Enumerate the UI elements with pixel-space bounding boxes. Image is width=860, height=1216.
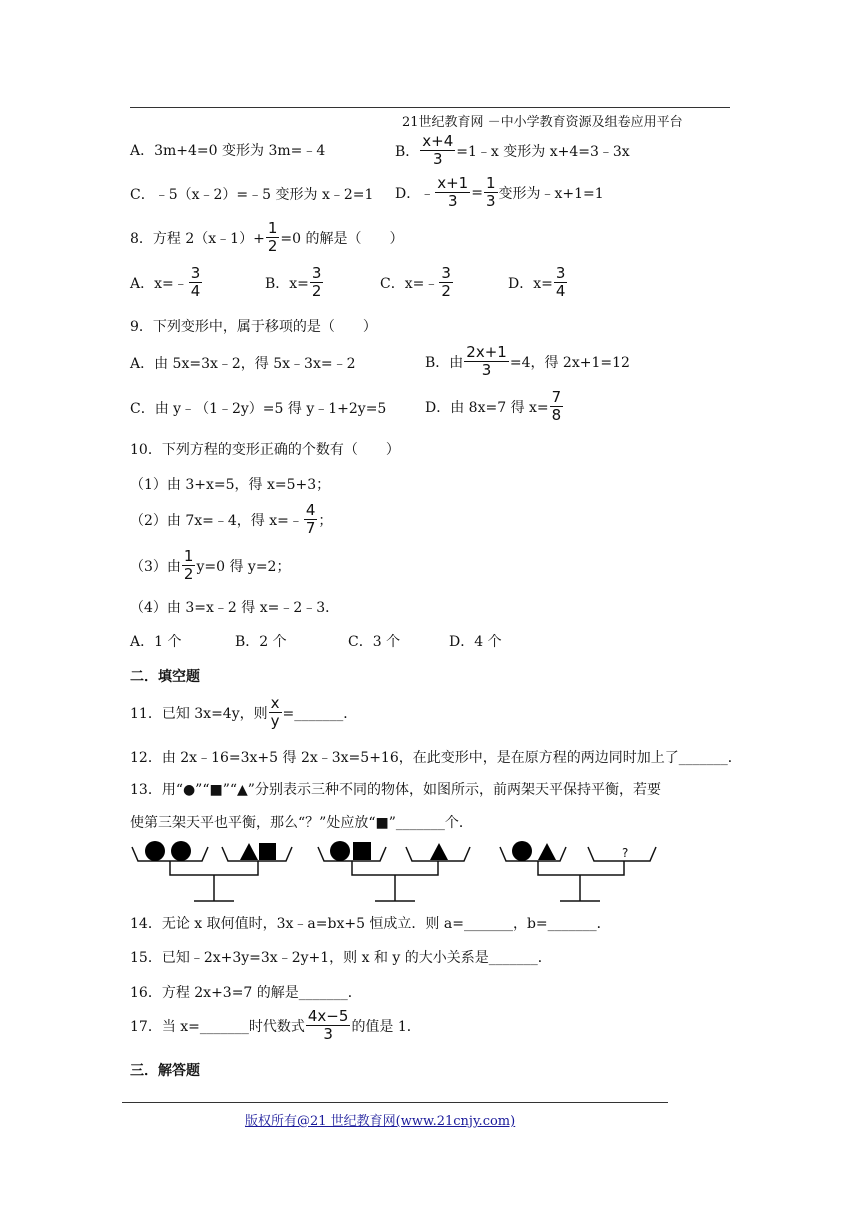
q13-line-1: 13．用“●”“■”“▲”分别表示三种不同的物体，如图所示，前两架天平保持平衡，若要: [130, 782, 661, 798]
q8-option-b: B．x= $\frac{3}{2}$: [265, 264, 322, 300]
q10-option-d: D．4 个: [449, 634, 502, 650]
q16: 16．方程 2x+3=7 的解是_______．: [130, 985, 362, 1001]
q10-option-a: A．1 个: [130, 634, 182, 650]
q13-line-2: 使第三架天平也平衡，那么“？”处应放“■”_______个．: [130, 815, 473, 831]
q10-stem: 10．下列方程的变形正确的个数有（ ）: [130, 442, 400, 458]
header-site-name: 21世纪教育网 －中小学教育资源及组卷应用平台: [402, 115, 683, 130]
circle-shape: [145, 841, 165, 861]
q14: 14．无论 x 取何值时，3x﹣a=bx+5 恒成立．则 a=_______，b=_______．: [130, 916, 611, 932]
triangle-shape: [430, 843, 448, 860]
triangle-shape: [240, 843, 258, 860]
q8-option-d: D．x= $\frac{3}{4}$: [508, 264, 566, 300]
q11: 11．已知 3x=4y，则 $\frac{x}{y}$ =_______．: [130, 694, 358, 730]
q10-option-c: C．3 个: [348, 634, 401, 650]
header-rule: [130, 107, 730, 108]
circle-shape: [330, 841, 350, 861]
square-shape: [259, 843, 276, 860]
q8-option-a: A．x=﹣ $\frac{3}{4}$: [130, 264, 201, 300]
q8-stem: 8．方程 2（x﹣1）+ $\frac{1}{2}$ =0 的解是（ ）: [130, 219, 404, 255]
q7-option-a: A．3m+4=0 变形为 3m=﹣4: [130, 143, 326, 159]
q9-stem: 9．下列变形中，属于移项的是（ ）: [130, 319, 377, 335]
section-2-title: 二．填空题: [130, 669, 200, 685]
balance-scales-figure: [128, 835, 668, 907]
q10-item-4: （4）由 3=x﹣2 得 x=﹣2﹣3．: [130, 600, 340, 616]
q15: 15．已知﹣2x+3y=3x﹣2y+1，则 x 和 y 的大小关系是_______．: [130, 950, 552, 966]
triangle-shape: [538, 843, 556, 860]
q10-item-1: （1）由 3+x=5，得 x=5+3；: [130, 477, 331, 493]
section-3-title: 三．解答题: [130, 1063, 200, 1079]
q7-d-fraction-2: $\frac{1}{3}$: [485, 174, 496, 210]
square-shape: [353, 842, 371, 860]
q7-option-c: C．﹣5（x﹣2）=﹣5 变形为 x﹣2=1: [130, 187, 374, 203]
q10-item-2: （2）由 7x=﹣4，得 x=﹣ $\frac{4}{7}$ ；: [130, 501, 333, 537]
q9-option-b: B．由 $\frac{2x+1}{3}$ =4，得 2x+1=12: [425, 343, 630, 379]
q9-option-a: A．由 5x=3x﹣2，得 5x﹣3x=﹣2: [130, 356, 356, 372]
q8-option-c: C．x=﹣ $\frac{3}{2}$: [380, 264, 451, 300]
q9-option-c: C．由 y﹣（1﹣2y）=5 得 y﹣1+2y=5: [130, 401, 387, 417]
footer-rule: [122, 1102, 668, 1103]
q8-fraction: $\frac{1}{2}$: [267, 219, 278, 255]
question-mark-label: ?: [622, 846, 629, 860]
q12: 12．由 2x﹣16=3x+5 得 2x﹣3x=5+16，在此变形中，是在原方程的两边同时加上了_______．: [130, 750, 742, 766]
q10-option-b: B．2 个: [235, 634, 287, 650]
q7-b-fraction: $\frac{x+4}{3}$: [422, 132, 454, 168]
footer-copyright-link[interactable]: 版权所有@21 世纪教育网(www.21cnjy.com): [245, 1114, 516, 1129]
q10-item-3: （3）由 $\frac{1}{2}$ y=0 得 y=2；: [130, 547, 291, 583]
q9-option-d: D．由 8x=7 得 x= $\frac{7}{8}$: [425, 388, 562, 424]
q7-option-d: D．﹣ $\frac{x+1}{3}$ = $\frac{1}{3}$ 变形为﹣x+1=1: [395, 174, 604, 210]
q7-option-b: B． $\frac{x+4}{3}$ =1﹣x 变形为 x+4=3﹣3x: [395, 132, 630, 168]
q17: 17．当 x=_______时代数式 $\frac{4x-5}{3}$ 的值是 1．: [130, 1007, 421, 1043]
circle-shape: [171, 841, 191, 861]
q7-d-fraction-1: $\frac{x+1}{3}$: [437, 174, 469, 210]
circle-shape: [512, 841, 532, 861]
